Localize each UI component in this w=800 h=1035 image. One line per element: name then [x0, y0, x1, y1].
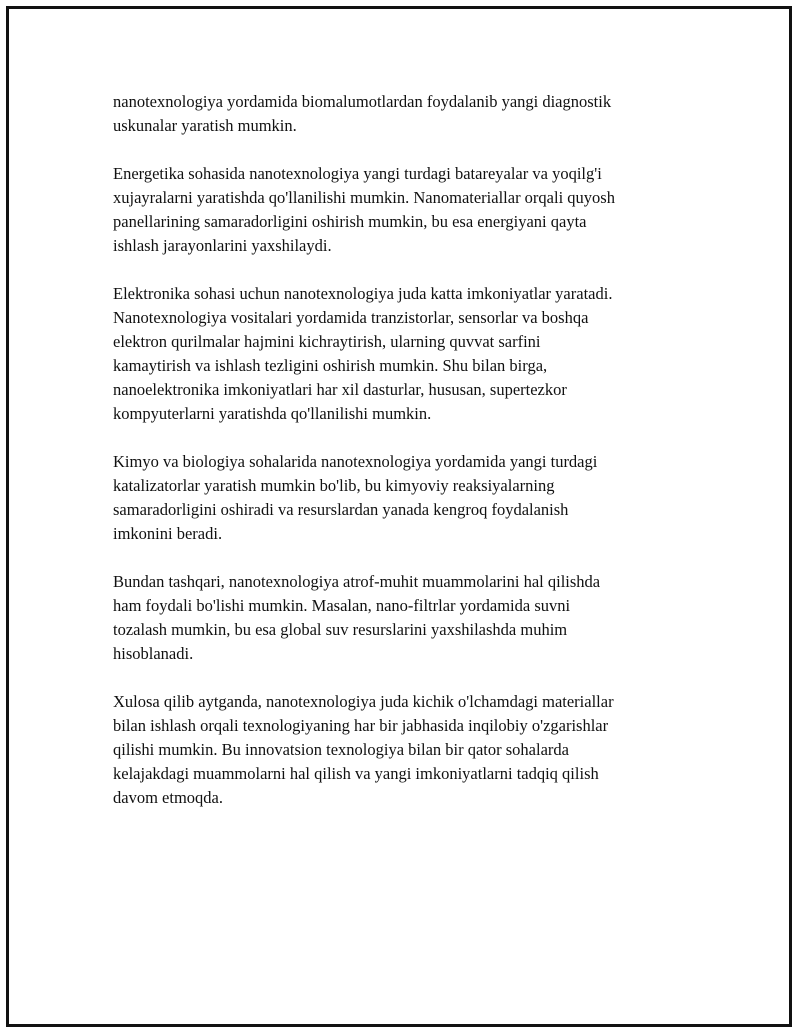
text-line: uskunalar yaratish mumkin. — [113, 116, 297, 135]
text-line: xujayralarni yaratishda qo'llanilishi mumkin. Nanomateriallar orqali quyosh — [113, 188, 615, 207]
text-line: ishlash jarayonlarini yaxshilaydi. — [113, 236, 332, 255]
text-line: ham foydali bo'lishi mumkin. Masalan, nano-filtrlar yordamida suvni — [113, 596, 571, 615]
text-line: elektron qurilmalar hajmini kichraytirish, ularning quvvat sarfini — [113, 332, 541, 351]
paragraph — [113, 162, 688, 258]
text-line: samaradorligini oshiradi va resurslardan yanada kengroq foydalanish — [113, 500, 569, 519]
paragraph — [113, 570, 688, 666]
paragraph — [113, 90, 688, 138]
text-line: katalizatorlar yaratish mumkin bo'lib, bu kimyoviy reaksiyalarning — [113, 476, 555, 495]
paragraph — [113, 282, 688, 426]
text-line: panellarining samaradorligini oshirish mumkin, bu esa energiyani qayta — [113, 212, 587, 231]
text-line: Elektronika sohasi uchun nanotexnologiya juda katta imkoniyatlar yaratadi. — [113, 284, 613, 303]
text-line: Kimyo va biologiya sohalarida nanotexnologiya yordamida yangi turdagi — [113, 452, 598, 471]
text-line: nanoelektronika imkoniyatlari har xil dasturlar, hususan, supertezkor — [113, 380, 567, 399]
text-line: nanotexnologiya yordamida biomalumotlardan foydalanib yangi diagnostik — [113, 92, 612, 111]
text-line: qilishi mumkin. Bu innovatsion texnologiya bilan bir qator sohalarda — [113, 740, 569, 759]
text-line: bilan ishlash orqali texnologiyaning har bir jabhasida inqilobiy o'zgarishlar — [113, 716, 609, 735]
text-line: Xulosa qilib aytganda, nanotexnologiya juda kichik o'lchamdagi materiallar — [113, 692, 614, 711]
text-line: Energetika sohasida nanotexnologiya yangi turdagi batareyalar va yoqilg'i — [113, 164, 602, 183]
text-line: kelajakdagi muammolarni hal qilish va yangi imkoniyatlarni tadqiq qilish — [113, 764, 599, 783]
text-line: hisoblanadi. — [113, 644, 194, 663]
paragraph — [113, 690, 688, 810]
paragraph — [113, 450, 688, 546]
text-line: kompyuterlarni yaratishda qo'llanilishi mumkin. — [113, 404, 432, 423]
text-line: kamaytirish va ishlash tezligini oshirish mumkin. Shu bilan birga, — [113, 356, 548, 375]
document-body — [113, 90, 688, 834]
text-line: Nanotexnologiya vositalari yordamida tranzistorlar, sensorlar va boshqa — [113, 308, 589, 327]
text-line: tozalash mumkin, bu esa global suv resurslarini yaxshilashda muhim — [113, 620, 568, 639]
text-line: imkonini beradi. — [113, 524, 223, 543]
text-line: Bundan tashqari, nanotexnologiya atrof-muhit muammolarini hal qilishda — [113, 572, 601, 591]
text-line: davom etmoqda. — [113, 788, 223, 807]
